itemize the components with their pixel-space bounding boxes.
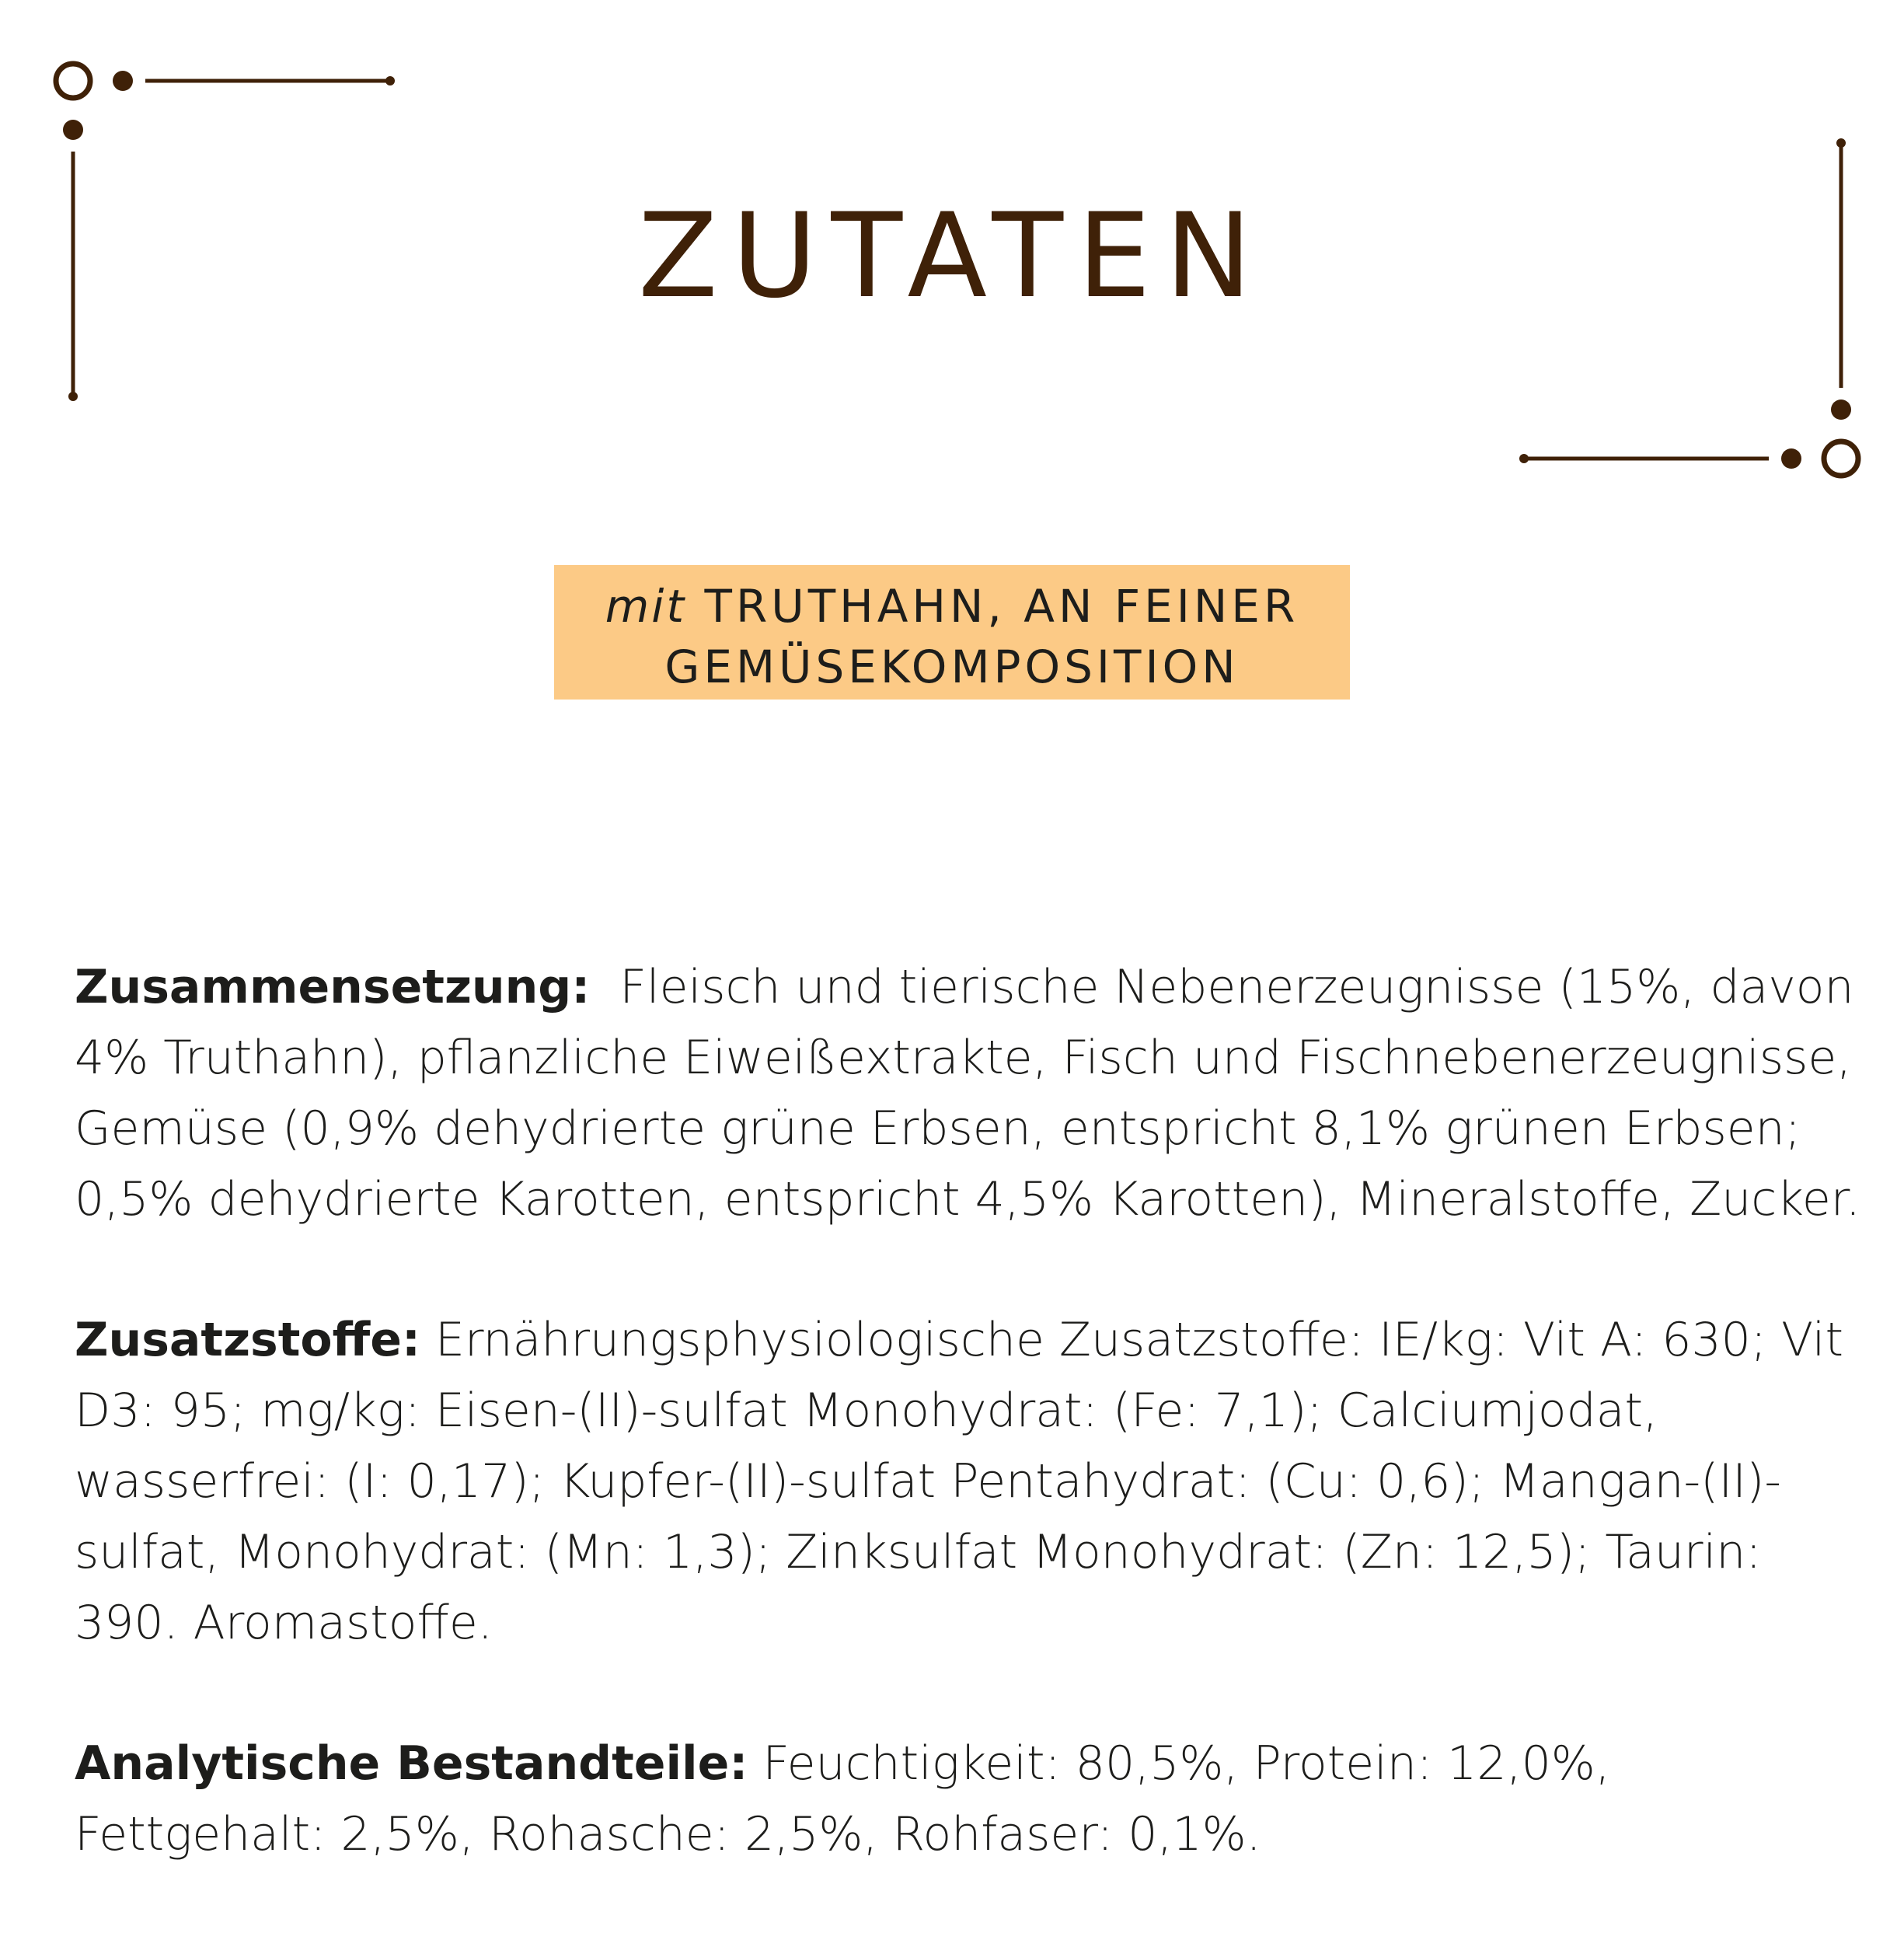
variant-name-part-2: GEMÜSEKOMPOSITION	[664, 640, 1240, 693]
additives-label: Zusatzstoffe:	[75, 1313, 420, 1367]
composition-label: Zusammensetzung:	[75, 960, 591, 1014]
page-title: ZUTATEN	[637, 189, 1267, 324]
composition-paragraph	[75, 952, 1862, 1235]
analytical-paragraph	[75, 1729, 1862, 1870]
ingredients-content	[75, 952, 1862, 1940]
analytical-text: Feuchtigkeit: 80,5%, Protein: 12,0%, Fettgehalt: 2,5%, Rohasche: 2,5%, Rohfaser: 0,1%.	[75, 1736, 1610, 1861]
variant-prefix: mit	[605, 580, 687, 633]
variant-line-1	[554, 576, 1350, 637]
composition-text: Fleisch und tierische Nebenerzeugnisse (15%, davon 4% Truthahn), pflanzliche Eiweißextrakte, Fisch und Fischnebenerzeugnisse, Gemüse (0,9% dehydrierte grüne Erbsen, entspricht 8,1% grünen Erbsen; 0,5% dehydrierte Karotten, entspricht 4,5% Karotten), Mineralstoffe, Zucker.	[75, 960, 1860, 1226]
additives-paragraph	[75, 1305, 1862, 1659]
variant-name-part-1: TRUTHAHN, AN FEINER	[704, 580, 1299, 633]
variant-badge	[554, 565, 1350, 700]
analytical-label: Analytische Bestandteile:	[75, 1736, 748, 1791]
additives-text: Ernährungsphysiologische Zusatzstoffe: IE/kg: Vit A: 630; Vit D3: 95; mg/kg: Eisen-(II)-sulfat Monohydrat: (Fe: 7,1); Calciumjodat, wasserfrei: (I: 0,17); Kupfer-(II)-sulfat Pentahydrat: (Cu: 0,6); Mangan-(II)-sulfat, Monohydrat: (Mn: 1,3); Zinksulfat Monohydrat: (Zn: 12,5); Taurin: 390. Aromastoffe.	[75, 1313, 1843, 1650]
